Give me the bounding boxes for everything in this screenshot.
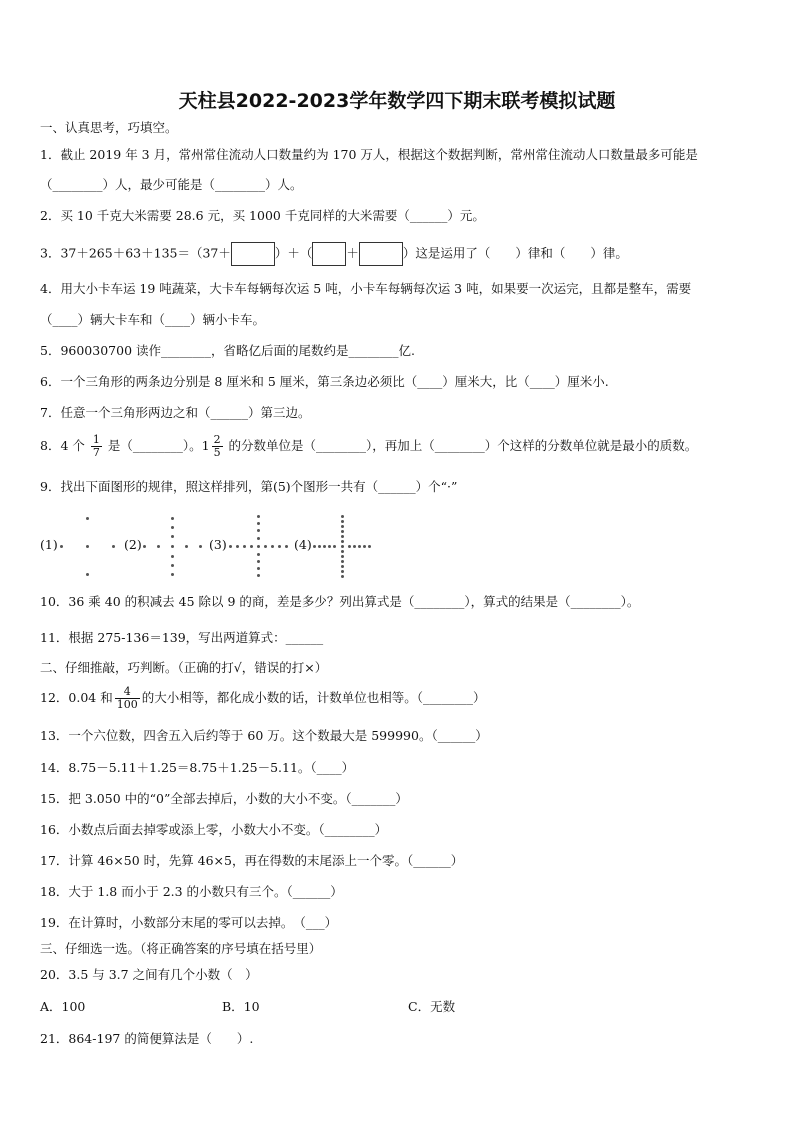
figure-3-dot — [229, 545, 232, 548]
figure-3-dot — [271, 545, 274, 548]
figure-1-dot — [112, 545, 115, 548]
figure-4-dot — [328, 545, 331, 548]
figure-2-dot — [157, 545, 160, 548]
figure-3-dot — [257, 537, 260, 540]
q20-option-b: B．10 — [222, 999, 260, 1014]
question-7: 7．任意一个三角形两边之和（______）第三边。 — [40, 405, 311, 420]
question-4-line-2: （____）辆大卡车和（____）辆小卡车。 — [40, 312, 266, 327]
section-1-heading: 一、认真思考，巧填空。 — [40, 120, 178, 135]
figure-1-dot — [86, 545, 89, 548]
figure-4-dot — [341, 575, 344, 578]
question-17: 17．计算 46×50 时，先算 46×5，再在得数的末尾添上一个零。（______） — [40, 853, 464, 868]
figure-4-dot — [341, 540, 344, 543]
question-16: 16．小数点后面去掉零或添上零，小数大小不变。（________） — [40, 822, 388, 837]
question-1-line-2: （________）人，最少可能是（________）人。 — [40, 177, 303, 192]
figure-label-1: (1) — [40, 537, 58, 552]
figure-2-dot — [171, 555, 174, 558]
figure-3-dot — [257, 515, 260, 518]
figure-4-dot — [341, 550, 344, 553]
figure-3-dot — [278, 545, 281, 548]
figure-4-dot — [318, 545, 321, 548]
figure-3-dot — [250, 545, 253, 548]
q8-part-b: 是（________）。1 — [107, 438, 210, 453]
figure-2-dot — [143, 545, 146, 548]
figure-4-dot — [353, 545, 356, 548]
figure-3-dot — [243, 545, 246, 548]
question-5: 5．960030700 读作________，省略亿后面的尾数约是________亿. — [40, 343, 415, 358]
figure-4-dot — [341, 560, 344, 563]
question-13: 13．一个六位数，四舍五入后约等于 60 万。这个数最大是 599990。（______） — [40, 728, 488, 743]
q3-blank-box-1[interactable] — [231, 242, 275, 266]
figure-3-dot — [257, 522, 260, 525]
figure-2-dot — [171, 535, 174, 538]
figure-4-dot — [341, 525, 344, 528]
section-2-heading: 二、仔细推敲，巧判断。（正确的打√，错误的打×） — [40, 660, 328, 675]
figure-1-dot — [86, 573, 89, 576]
figure-1-dot — [60, 545, 63, 548]
figure-4-dot — [323, 545, 326, 548]
figure-4-dot — [341, 535, 344, 538]
q3-blank-box-2[interactable] — [312, 242, 346, 266]
figure-3-dot — [257, 529, 260, 532]
figure-4-dot — [313, 545, 316, 548]
figure-2-dot — [171, 545, 174, 548]
figure-4-dot — [348, 545, 351, 548]
q12-fraction: $\frac{4}{100}$ — [116, 685, 138, 711]
figure-1-dot — [86, 517, 89, 520]
q20-option-a: A．100 — [40, 999, 86, 1014]
figure-label-3: (3) — [209, 537, 227, 552]
figure-2-dot — [185, 545, 188, 548]
figure-4-dot — [341, 555, 344, 558]
q3-part-c: ＋ — [346, 245, 359, 261]
figure-4-dot — [341, 570, 344, 573]
question-20: 20．3.5 与 3.7 之间有几个小数（ ） — [40, 967, 258, 982]
figure-2-dot — [199, 545, 202, 548]
question-6: 6．一个三角形的两条边分别是 8 厘米和 5 厘米，第三条边必须比（____）厘米大，比（____）厘米小. — [40, 374, 609, 389]
question-12 — [40, 686, 485, 711]
q8-part-c: 的分数单位是（________），再加上（________）个这样的分数单位就是最小的质数。 — [228, 438, 698, 453]
question-21: 21．864-197 的简便算法是（ ）. — [40, 1031, 254, 1046]
question-9: 9．找出下面图形的规律，照这样排列，第(5)个图形一共有（______）个“·” — [40, 479, 458, 494]
q8-part-a: 8．4 个 — [40, 438, 85, 453]
q3-part-b: ）＋（ — [274, 245, 313, 261]
question-8 — [40, 434, 697, 459]
q8-fraction-2: $\frac{2}{5}$ — [213, 433, 221, 459]
figure-4-dot — [341, 545, 344, 548]
figure-3-dot — [257, 567, 260, 570]
figure-3-dot — [236, 545, 239, 548]
question-2: 2．买 10 千克大米需要 28.6 元，买 1000 千克同样的大米需要（______）元。 — [40, 208, 485, 223]
question-3 — [40, 242, 628, 266]
q3-blank-box-3[interactable] — [359, 242, 403, 266]
figure-3-dot — [257, 545, 260, 548]
q3-part-d: ）这是运用了（ ）律和（ ）律。 — [402, 245, 628, 261]
figure-2-dot — [171, 517, 174, 520]
question-4-line-1: 4．用大小卡车运 19 吨蔬菜，大卡车每辆每次运 5 吨，小卡车每辆每次运 3 吨，如果要一次运完，且都是整车，需要 — [40, 281, 692, 296]
figure-4-dot — [341, 530, 344, 533]
question-11: 11．根据 275-136＝139，写出两道算式：______ — [40, 630, 324, 645]
section-3-heading: 三、仔细选一选。（将正确答案的序号填在括号里） — [40, 941, 322, 956]
q3-part-a: 3．37＋265＋63＋135＝（37＋ — [40, 245, 231, 261]
figure-4-dot — [363, 545, 366, 548]
figure-4-dot — [358, 545, 361, 548]
question-19: 19．在计算时，小数部分末尾的零可以去掉。 （___） — [40, 915, 338, 930]
figure-3-dot — [257, 560, 260, 563]
figure-3-dot — [257, 553, 260, 556]
q8-fraction-1: $\frac{1}{7}$ — [92, 433, 100, 459]
question-15: 15．把 3.050 中的“0”全部去掉后，小数的大小不变。（_______） — [40, 791, 408, 806]
figure-4-dot — [341, 520, 344, 523]
figure-label-4: (4) — [294, 537, 312, 552]
question-10: 10．36 乘 40 的积减去 45 除以 9 的商，差是多少？列出算式是（________），算式的结果是（________）。 — [40, 594, 640, 609]
page-title: 天柱县2022-2023学年数学四下期末联考模拟试题 — [178, 90, 616, 112]
q12-part-a: 12．0.04 和 — [40, 690, 113, 705]
figure-3-dot — [257, 574, 260, 577]
question-1-line-1: 1．截止 2019 年 3 月，常州常住流动人口数量约为 170 万人，根据这个数据判断，常州常住流动人口数量最多可能是 — [40, 147, 698, 162]
q20-option-c: C．无数 — [408, 999, 456, 1014]
question-18: 18．大于 1.8 而小于 2.3 的小数只有三个。（______） — [40, 884, 343, 899]
figure-4-dot — [368, 545, 371, 548]
figure-3-dot — [285, 545, 288, 548]
q12-part-b: 的大小相等，都化成小数的话，计数单位也相等。（________） — [141, 690, 486, 705]
figure-4-dot — [341, 515, 344, 518]
figure-4-dot — [333, 545, 336, 548]
figure-2-dot — [171, 564, 174, 567]
figure-label-2: (2) — [124, 537, 142, 552]
figure-4-dot — [341, 565, 344, 568]
figure-3-dot — [264, 545, 267, 548]
question-14: 14．8.75－5.11＋1.25＝8.75＋1.25－5.11。（____） — [40, 760, 355, 775]
figure-2-dot — [171, 526, 174, 529]
figure-2-dot — [171, 573, 174, 576]
